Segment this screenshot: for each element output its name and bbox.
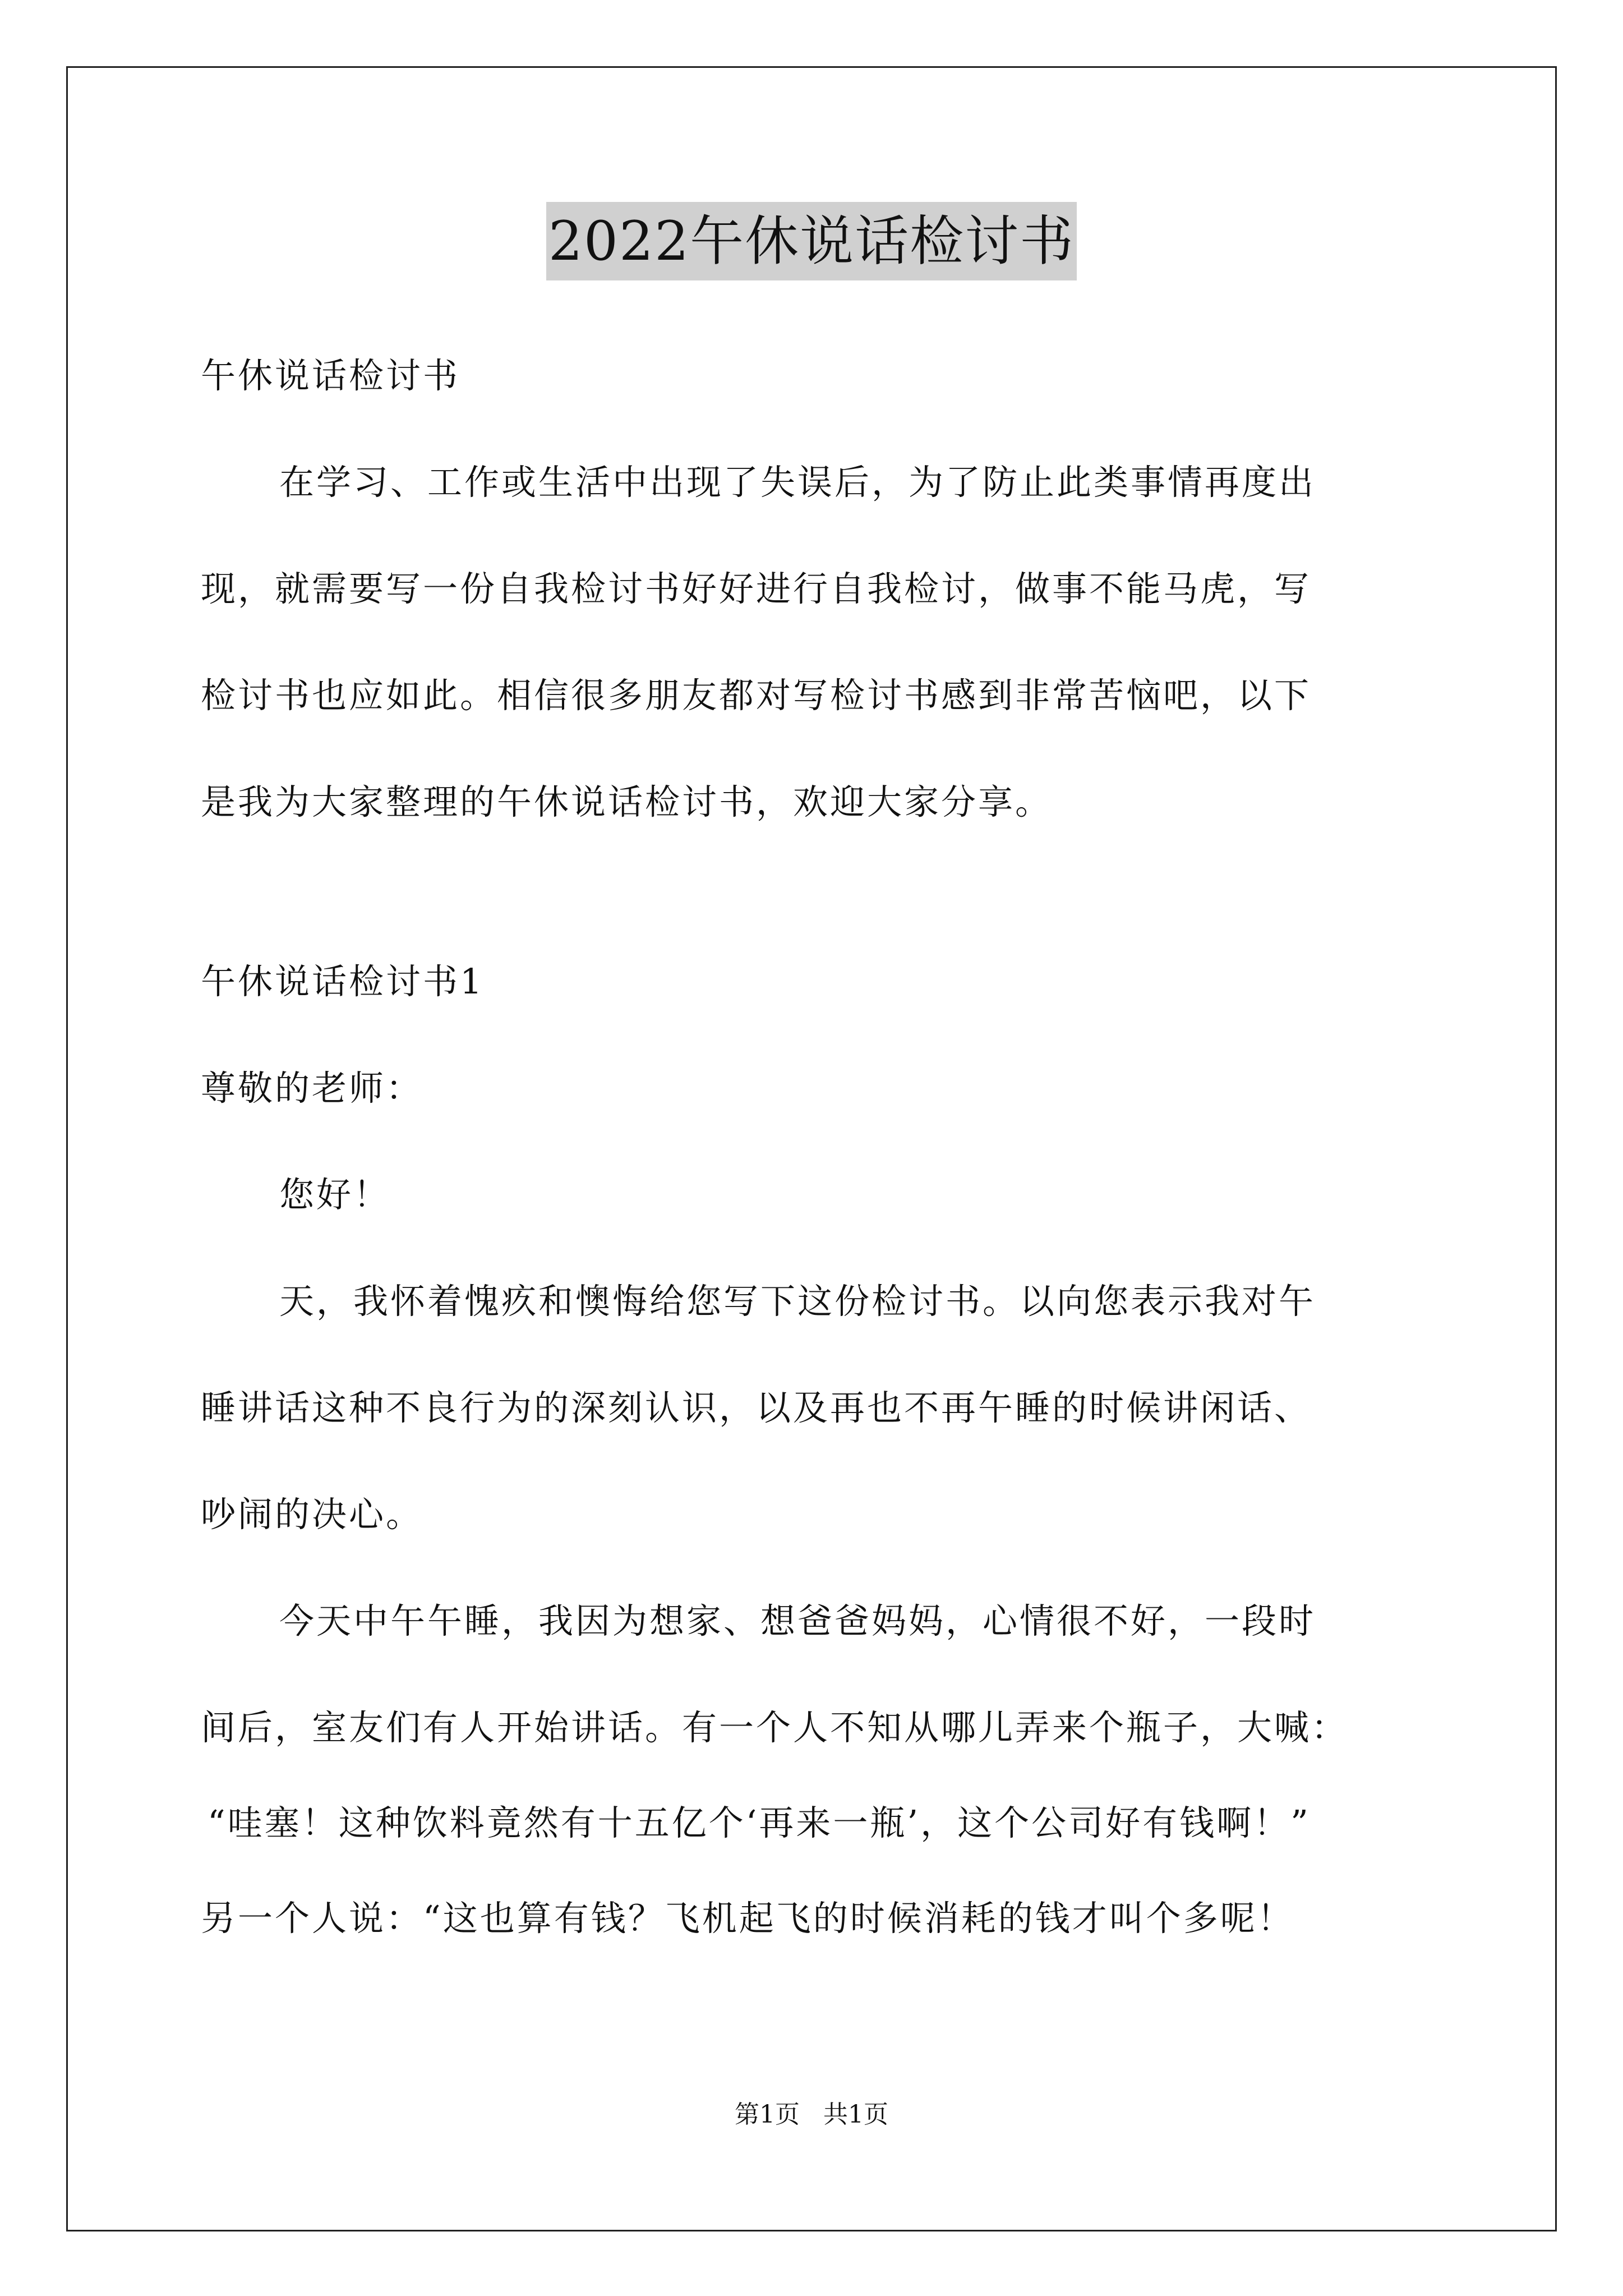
document-title: 2022午休说话检讨书 (546, 202, 1077, 280)
salutation: 尊敬的老师： (201, 1068, 423, 1108)
intro-paragraph-line: 检讨书也应如此。相信很多朋友都对写检讨书感到非常苦恼吧，以下 (201, 675, 1312, 716)
page-footer (0, 2098, 1623, 2132)
title-container (0, 202, 1623, 280)
greeting: 您好！ (279, 1174, 391, 1215)
section-heading: 午休说话检讨书1 (201, 961, 485, 1002)
body-paragraph-line: 天，我怀着愧疚和懊悔给您写下这份检讨书。以向您表示我对午 (279, 1281, 1316, 1322)
body-paragraph-line: “哇塞！这种饮料竟然有十五亿个‘再来一瓶’，这个公司好有钱啊！” (208, 1802, 1311, 1843)
page-total: 共1页 (823, 2100, 888, 2129)
body-paragraph-line: 另一个人说：“这也算有钱？飞机起飞的时候消耗的钱才叫个多呢！ (201, 1898, 1294, 1939)
intro-heading: 午休说话检讨书 (201, 355, 460, 396)
body-paragraph-line: 吵闹的决心。 (201, 1494, 423, 1535)
intro-paragraph-line: 在学习、工作或生活中出现了失误后，为了防止此类事情再度出 (279, 462, 1316, 503)
body-paragraph-line: 间后，室友们有人开始讲话。有一个人不知从哪儿弄来个瓶子，大喊： (201, 1707, 1349, 1748)
body-paragraph-line: 睡讲话这种不良行为的深刻认识，以及再也不再午睡的时候讲闲话、 (201, 1387, 1312, 1428)
intro-paragraph-line: 现，就需要写一份自我检讨书好好进行自我检讨，做事不能马虎，写 (201, 568, 1312, 609)
intro-paragraph-line: 是我为大家整理的午休说话检讨书，欢迎大家分享。 (201, 781, 1053, 822)
page-number: 第1页 (735, 2100, 800, 2129)
body-paragraph-line: 今天中午午睡，我因为想家、想爸爸妈妈，心情很不好，一段时 (279, 1600, 1316, 1641)
